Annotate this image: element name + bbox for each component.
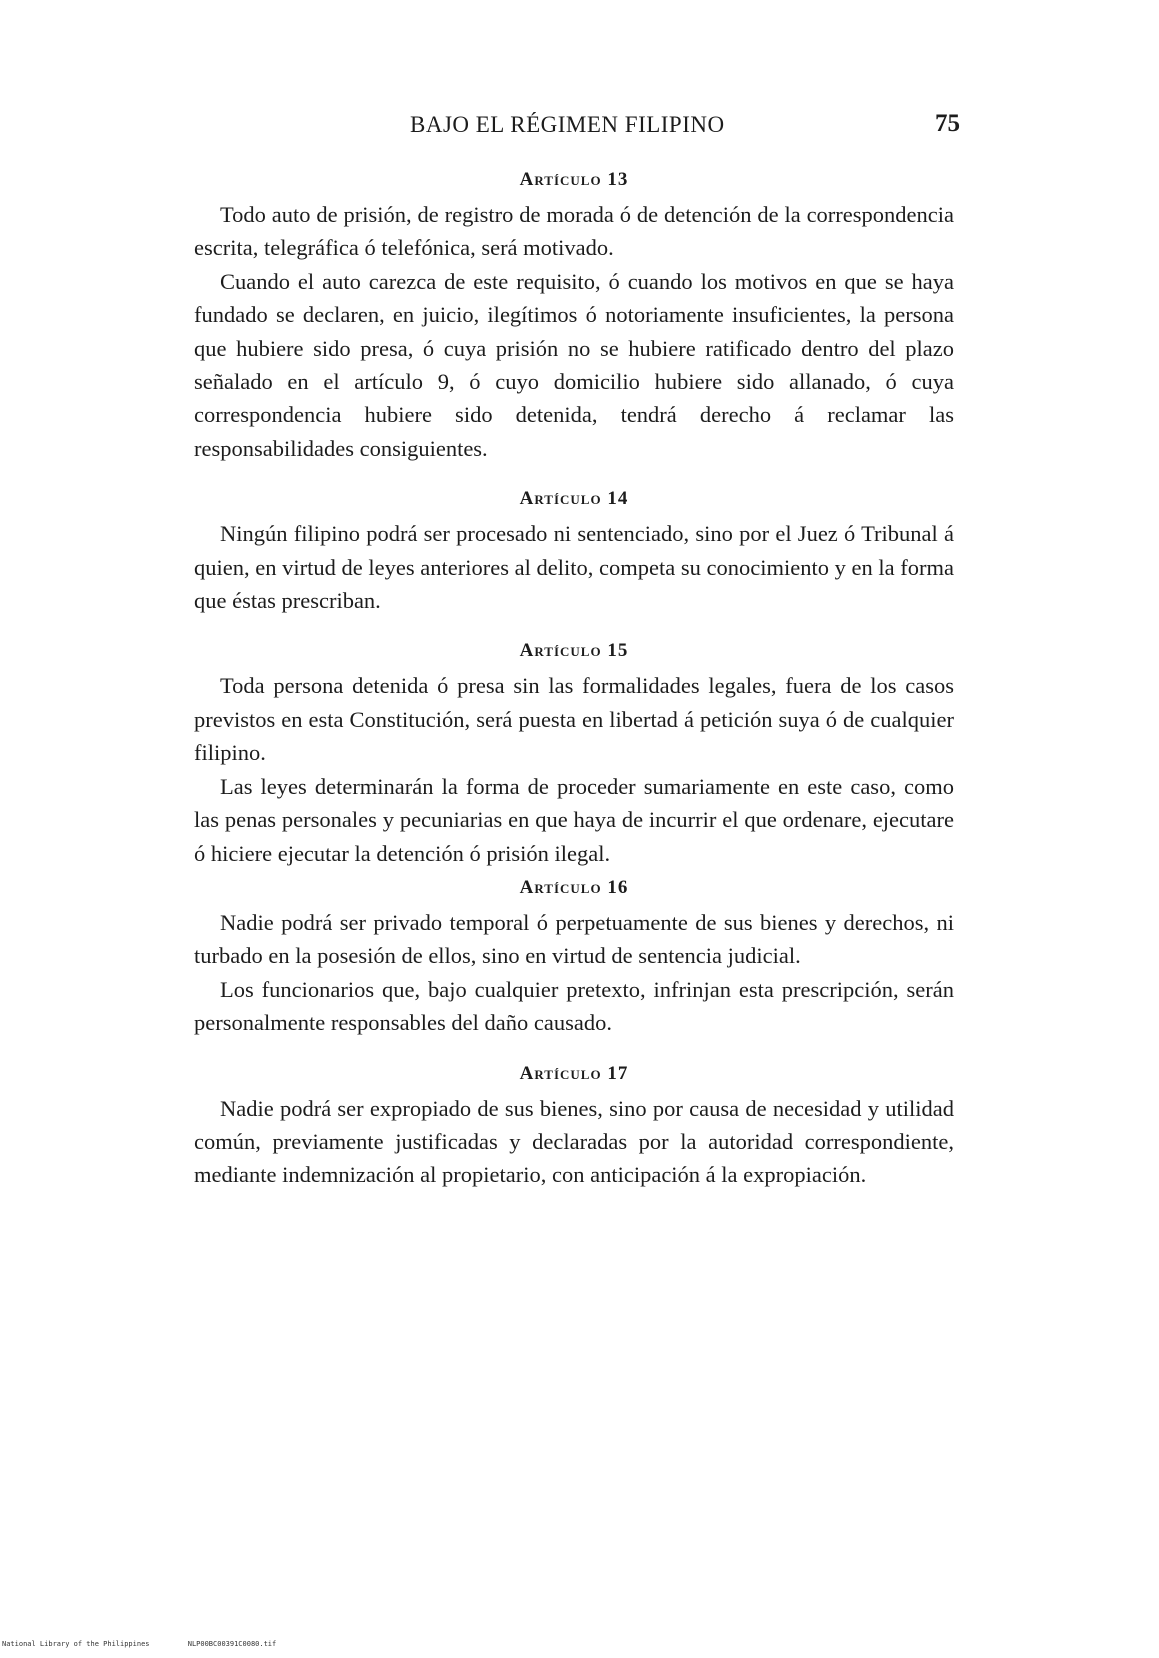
footer-library: National Library of the Philippines xyxy=(2,1640,150,1648)
article-paragraph: Los funcionarios que, bajo cualquier pretexto, infrinjan esta prescripción, serán personalmente responsables del daño causado. xyxy=(194,976,954,1036)
article-16 xyxy=(194,876,954,1040)
body-text xyxy=(194,168,954,1192)
article-heading: Artículo 17 xyxy=(519,1062,629,1084)
article-paragraph: Las leyes determinarán la forma de proceder sumariamente en este caso, como las penas personales y pecuniarias en que haya de incurrir el que ordenare, ejecutare ó hiciere ejecutar la detención ó prisión ilegal. xyxy=(194,773,954,866)
page-number: 75 xyxy=(935,110,960,137)
scan-footer xyxy=(2,1640,310,1648)
article-paragraph: Todo auto de prisión, de registro de morada ó de detención de la correspondencia escrita, telegráfica ó telefónica, será motivado. xyxy=(194,202,954,261)
footer-scan-id: NLP00BC00391C0080.tif xyxy=(187,1640,277,1648)
article-paragraph: Ningún filipino podrá ser procesado ni sentenciado, sino por el Juez ó Tribunal á quien, en virtud de leyes anteriores al delito, competa su conocimiento y en la forma que éstas prescriban. xyxy=(194,521,954,614)
article-paragraph: Nadie podrá ser expropiado de sus bienes, sino por causa de necesidad y utilidad común, previamente justificadas y declaradas por la autoridad correspondiente, mediante indemnización al propietario, con anticipación á la expropiación. xyxy=(194,1095,954,1188)
article-paragraph: Nadie podrá ser privado temporal ó perpetuamente de sus bienes y derechos, ni turbado en la posesión de ellos, sino en virtud de sentencia judicial. xyxy=(194,909,954,969)
article-heading: Artículo 14 xyxy=(519,488,629,510)
article-heading: Artículo 15 xyxy=(519,640,629,662)
article-17 xyxy=(194,1062,954,1192)
article-heading: Artículo 13 xyxy=(519,169,629,190)
article-heading: Artículo 16 xyxy=(519,876,629,898)
article-15 xyxy=(194,639,954,869)
article-paragraph: Cuando el auto carezca de este requisito, ó cuando los motivos en que se haya fundado se declaren, en juicio, ilegítimos ó notoriamente insuficientes, la persona que hubiere sido presa, ó cuya prisión no se hubiere ratificado dentro del plazo señalado en el artículo 9, ó cuyo domicilio hubiere sido allanado, ó cuya correspondencia hubiere sido detenida, tendrá derecho á reclamar las responsabilidades consiguientes. xyxy=(194,268,954,461)
article-13 xyxy=(194,168,954,465)
article-paragraph: Toda persona detenida ó presa sin las formalidades legales, fuera de los casos previstos en esta Constitución, será puesta en libertad á petición suya ó de cualquier filipino. xyxy=(194,673,954,766)
running-head xyxy=(190,112,960,146)
article-14 xyxy=(194,487,954,617)
running-title: BAJO EL RÉGIMEN FILIPINO xyxy=(410,112,725,137)
